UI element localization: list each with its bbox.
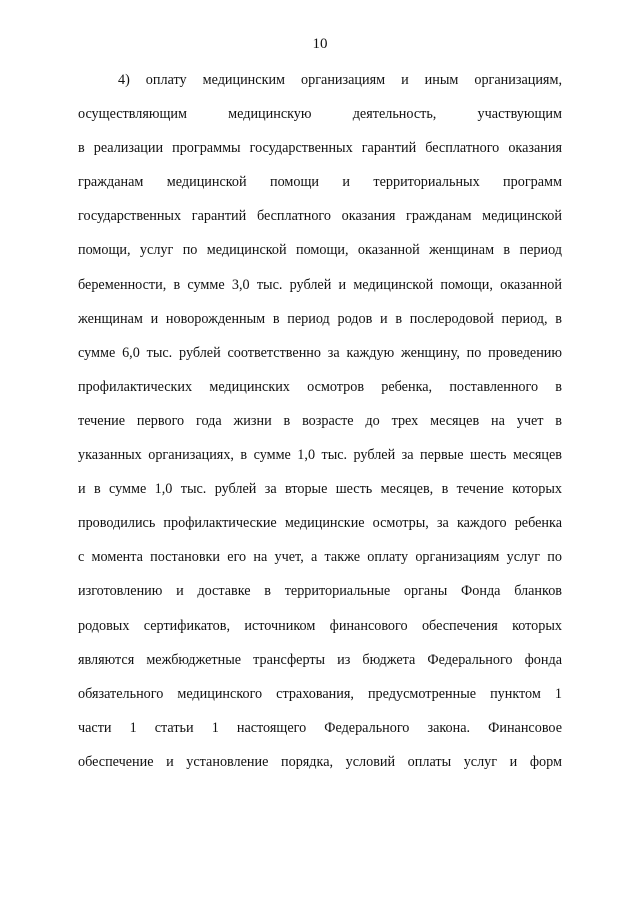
body-paragraph bbox=[78, 68, 562, 784]
text-line: родовых сертификатов, источником финансового обеспечения которых bbox=[78, 617, 562, 634]
text-line: изготовлению и доставке в территориальные органы Фонда бланков bbox=[78, 583, 562, 600]
text-line: течение первого года жизни в возрасте до трех месяцев на учет в bbox=[78, 412, 562, 429]
text-line: указанных организациях, в сумме 1,0 тыс. рублей за первые шесть месяцев bbox=[78, 447, 562, 464]
text-line: гражданам медицинской помощи и территориальных программ bbox=[78, 174, 562, 191]
text-line: осуществляющим медицинскую деятельность, участвующим bbox=[78, 106, 562, 123]
text-line: обеспечение и установление порядка, условий оплаты услуг и форм bbox=[78, 753, 562, 770]
text-line: являются межбюджетные трансферты из бюджета Федерального фонда bbox=[78, 651, 562, 668]
text-line: 4) оплату медицинским организациям и иным организациям, bbox=[118, 72, 562, 88]
text-line: проводились профилактические медицинские осмотры, за каждого ребенка bbox=[78, 515, 562, 532]
text-line: в реализации программы государственных гарантий бесплатного оказания bbox=[78, 140, 562, 157]
text-line: части 1 статьи 1 настоящего Федерального закона. Финансовое bbox=[78, 719, 562, 736]
page-number: 10 bbox=[312, 36, 328, 52]
text-line: профилактических медицинских осмотров ребенка, поставленного в bbox=[78, 378, 562, 395]
text-line: помощи, услуг по медицинской помощи, оказанной женщинам в период bbox=[78, 242, 562, 259]
text-line: женщинам и новорожденным в период родов и в послеродовой период, в bbox=[78, 310, 562, 327]
text-line: государственных гарантий бесплатного оказания гражданам медицинской bbox=[78, 208, 562, 225]
text-line: сумме 6,0 тыс. рублей соответственно за каждую женщину, по проведению bbox=[78, 344, 562, 361]
text-line: и в сумме 1,0 тыс. рублей за вторые шесть месяцев, в течение которых bbox=[78, 481, 562, 498]
text-line: беременности, в сумме 3,0 тыс. рублей и медицинской помощи, оказанной bbox=[78, 276, 562, 293]
text-line: с момента постановки его на учет, а также оплату организациям услуг по bbox=[78, 549, 562, 566]
text-line: обязательного медицинского страхования, предусмотренные пунктом 1 bbox=[78, 685, 562, 702]
